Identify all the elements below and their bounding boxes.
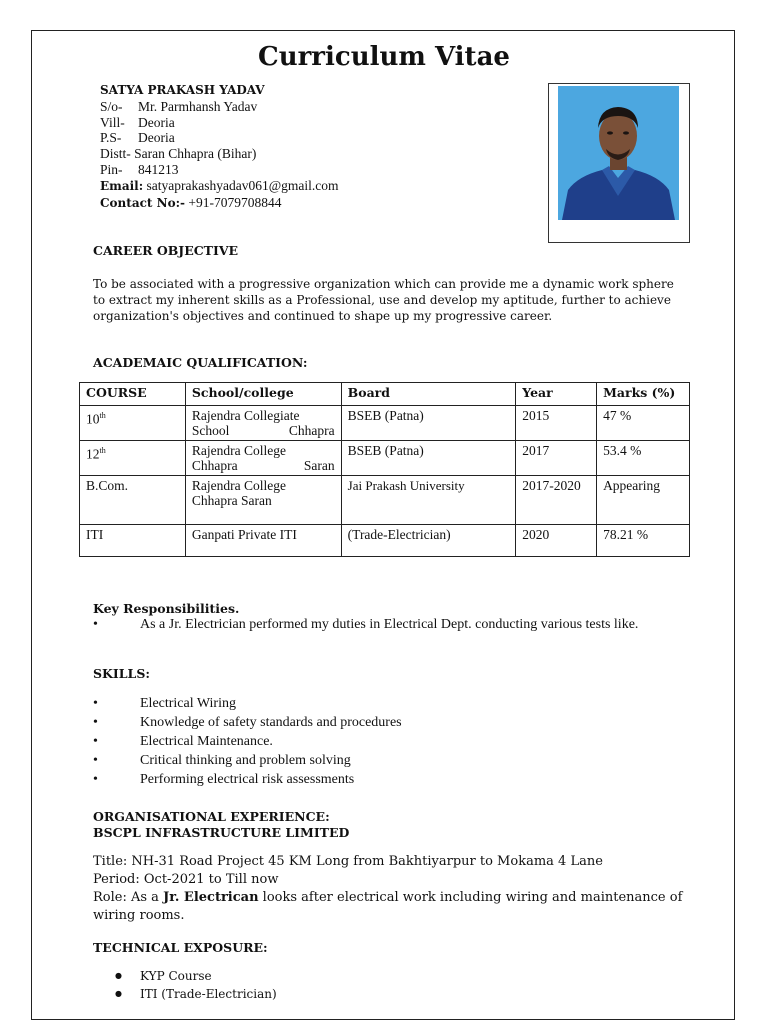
course-cell: ITI <box>80 525 186 557</box>
table-row <box>80 406 690 441</box>
academic-heading: ACADEMAIC QUALIFICATION: <box>93 355 308 370</box>
table-row <box>80 525 690 557</box>
col-board: Board <box>341 383 516 406</box>
period: Period: Oct-2021 to Till now <box>93 872 279 887</box>
father-name: Mr. Parmhansh Yadav <box>138 98 258 114</box>
list-item: • Critical thinking and problem solving <box>93 751 402 770</box>
year-cell: 2017-2020 <box>516 476 597 525</box>
career-objective-heading: CAREER OBJECTIVE <box>93 243 239 258</box>
pin-code: 841213 <box>138 161 179 177</box>
skills-list <box>93 694 402 789</box>
course-cell: 12th <box>80 441 186 476</box>
technical-heading: TECHNICAL EXPOSURE: <box>93 940 268 955</box>
board-cell: BSEB (Patna) <box>341 441 516 476</box>
skills-heading: SKILLS: <box>93 666 150 681</box>
school-cell: Rajendra College Chhapra Saran <box>185 476 341 525</box>
vill-row: Vill- Deoria <box>100 114 175 130</box>
list-item: ● ITI (Trade-Electrician) <box>113 985 277 1003</box>
marks-cell: 53.4 % <box>597 441 690 476</box>
col-marks: Marks (%) <box>597 383 690 406</box>
key-responsibilities-list <box>93 618 683 632</box>
bullet-icon: • <box>93 617 98 632</box>
year-cell: 2015 <box>516 406 597 441</box>
list-item: • Performing electrical risk assessments <box>93 770 402 789</box>
course-cell: B.Com. <box>80 476 186 525</box>
list-item: As a Jr. Electrician performed my duties in Electrical Dept. conducting various tests like. <box>140 617 639 632</box>
school-cell: Rajendra College Chhapra Saran <box>185 441 341 476</box>
police-station: Deoria <box>138 130 175 146</box>
col-school: School/college <box>185 383 341 406</box>
document-title: Curriculum Vitae <box>258 42 510 72</box>
role: Role: As a Jr. Electrican looks after electrical work including wiring and maintenance of wiring rooms. <box>93 890 683 923</box>
email-address[interactable]: satyaprakashyadav061@gmail.com <box>146 177 339 193</box>
pin-row: Pin- 841213 <box>100 161 179 177</box>
candidate-name: SATYA PRAKASH YADAV <box>100 83 265 97</box>
contact-number: +91-7079708844 <box>188 194 282 210</box>
district: Saran Chhapra (Bihar) <box>134 146 257 162</box>
table-header-row <box>80 383 690 406</box>
career-objective-text: To be associated with a progressive organization which can provide me a dynamic work sphere to extract my inherent skills as a Professional, use and develop my aptitude, further to achieve organization's objectives and continued to shape up my progressive career. <box>93 277 674 323</box>
technical-list <box>113 967 277 1003</box>
academic-table <box>79 382 690 557</box>
list-item: • Electrical Maintenance. <box>93 732 402 751</box>
school-cell: Ganpati Private ITI <box>185 525 341 557</box>
village: Deoria <box>138 114 175 130</box>
email-row: Email: satyaprakashyadav061@gmail.com <box>100 177 339 193</box>
table-row <box>80 441 690 476</box>
list-item: • Electrical Wiring <box>93 694 402 713</box>
personal-info <box>100 83 339 211</box>
photo-frame <box>548 83 690 243</box>
board-cell: (Trade-Electrician) <box>341 525 516 557</box>
marks-cell: 47 % <box>597 406 690 441</box>
year-cell: 2020 <box>516 525 597 557</box>
board-cell: Jai Prakash University <box>341 476 516 525</box>
marks-cell: Appearing <box>597 476 690 525</box>
profile-photo <box>558 86 679 220</box>
experience-heading: ORGANISATIONAL EXPERIENCE: <box>93 809 330 824</box>
school-cell: Rajendra Collegiate School Chhapra <box>185 406 341 441</box>
year-cell: 2017 <box>516 441 597 476</box>
key-responsibilities-heading: Key Responsibilities. <box>93 601 240 616</box>
experience-details <box>93 853 683 925</box>
project-title: Title: NH-31 Road Project 45 KM Long from Bakhtiyarpur to Mokama 4 Lane <box>93 854 603 869</box>
col-year: Year <box>516 383 597 406</box>
so-row: S/o- Mr. Parmhansh Yadav <box>100 98 258 114</box>
board-cell: BSEB (Patna) <box>341 406 516 441</box>
col-course: COURSE <box>80 383 186 406</box>
contact-row: Contact No:- +91-7079708844 <box>100 194 282 210</box>
table-row <box>80 476 690 525</box>
list-item: • Knowledge of safety standards and procedures <box>93 713 402 732</box>
ps-row: P.S- Deoria <box>100 130 175 146</box>
marks-cell: 78.21 % <box>597 525 690 557</box>
distt-row: Distt- Saran Chhapra (Bihar) <box>100 146 257 162</box>
list-item: ● KYP Course <box>113 967 277 985</box>
course-cell: 10th <box>80 406 186 441</box>
company-name: BSCPL INFRASTRUCTURE LIMITED <box>93 825 350 840</box>
